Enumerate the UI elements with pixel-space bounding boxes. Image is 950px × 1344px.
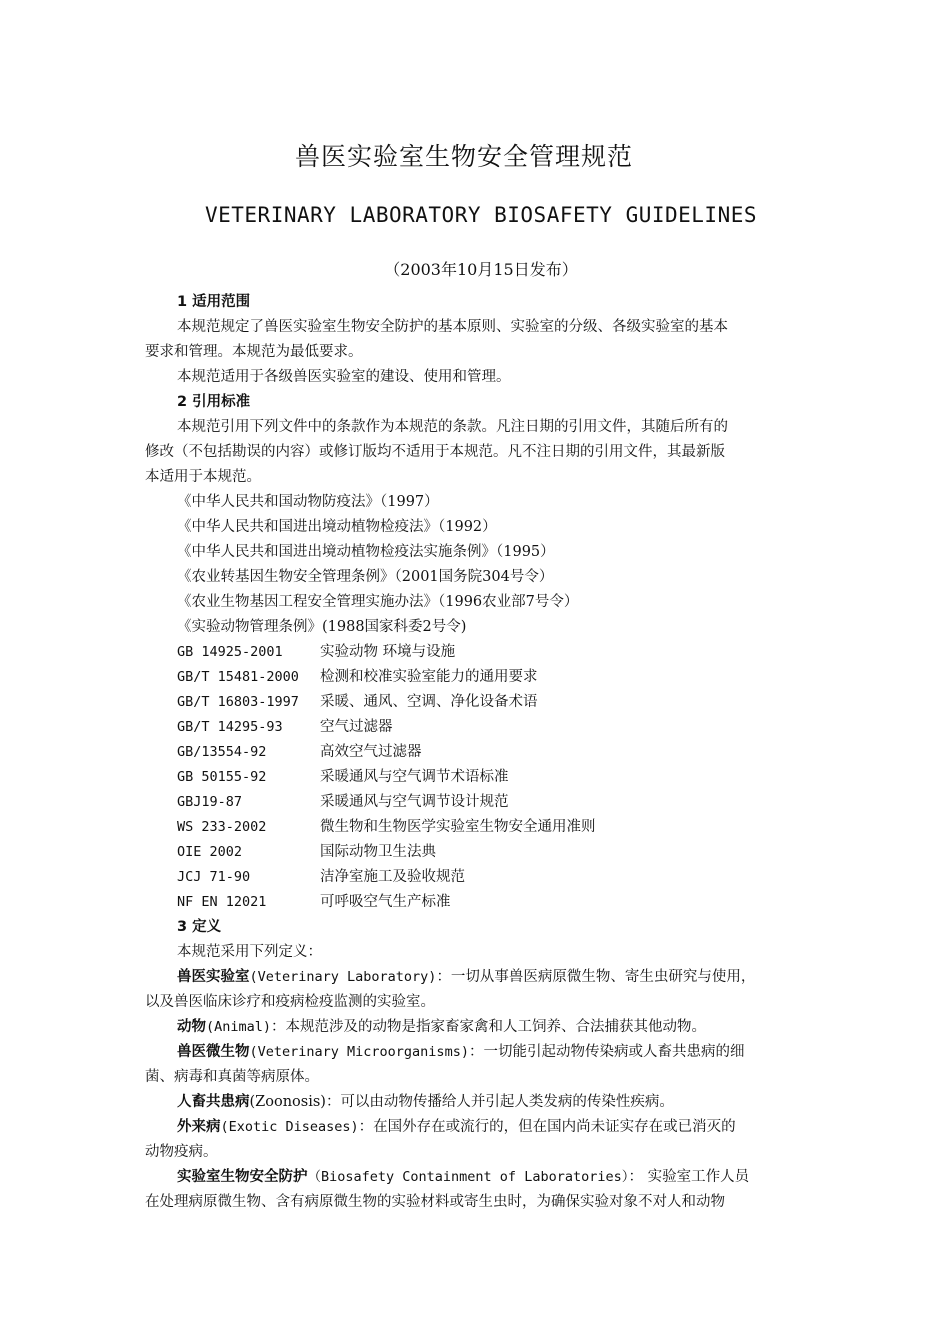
definition-term: 兽医实验室 (177, 969, 250, 985)
standard-reference-row (145, 815, 820, 840)
definition-term-english: (Veterinary Microorganisms) (249, 1044, 469, 1060)
standard-reference-row (145, 715, 820, 740)
definition-text-continued: 以及兽医临床诊疗和疫病检疫监测的实验室。 (145, 994, 435, 1010)
definition-veterinary-laboratory (145, 965, 820, 990)
standard-code: GB/T 14295-93 (177, 719, 283, 735)
document-title-english: VETERINARY LABORATORY BIOSAFETY GUIDELINES (204, 203, 757, 227)
standard-title: 采暖、通风、空调、净化设备术语 (320, 694, 538, 710)
standard-reference-row (145, 665, 820, 690)
standard-title: 采暖通风与空气调节术语标准 (320, 769, 509, 785)
standard-code: WS 233-2002 (177, 819, 267, 835)
section-1-paragraph-2: 本规范适用于各级兽医实验室的建设、使用和管理。 (177, 369, 511, 385)
section-1-paragraph-1-line-1: 本规范规定了兽医实验室生物安全防护的基本原则、实验室的分级、各级实验室的基本 (177, 319, 728, 335)
section-3-intro: 本规范采用下列定义： (177, 944, 322, 960)
section-3-heading: 3 定义 (177, 919, 222, 935)
standard-reference-row (145, 790, 820, 815)
standard-reference-row (145, 740, 820, 765)
definition-term-english: （Biosafety Containment of Laboratories） (307, 1169, 629, 1185)
standard-title: 洁净室施工及验收规范 (320, 869, 465, 885)
definition-veterinary-microorganisms (145, 1040, 820, 1065)
section-2-paragraph-line-3: 本适用于本规范。 (145, 469, 261, 485)
section-2-paragraph-line-1: 本规范引用下列文件中的条款作为本规范的条款。凡注日期的引用文件，其随后所有的 (177, 419, 728, 435)
definition-text: ：在国外存在或流行的，但在国内尚未证实存在或已消灭的 (358, 1119, 736, 1135)
definition-text: ：一切能引起动物传染病或人畜共患病的细 (468, 1044, 745, 1060)
standard-title: 实验动物 环境与设施 (320, 644, 456, 660)
definition-text: ：一切从事兽医病原微生物、寄生虫研究与使用， (436, 969, 756, 985)
standard-title: 高效空气过滤器 (320, 744, 422, 760)
section-1-heading: 1 适用范围 (177, 294, 251, 310)
definition-term-english: (Zoonosis) (249, 1094, 326, 1110)
definition-text: ： 实验室工作人员 (628, 1169, 750, 1185)
definition-text-continued: 动物疫病。 (145, 1144, 218, 1160)
law-reference: 《中华人民共和国进出境动植物检疫法实施条例》（1995） (177, 544, 555, 560)
standard-reference-row (145, 690, 820, 715)
definition-text: ：本规范涉及的动物是指家畜家禽和人工饲养、合法捕获其他动物。 (271, 1019, 707, 1035)
standard-title: 检测和校准实验室能力的通用要求 (320, 669, 538, 685)
law-reference: 《实验动物管理条例》(1988国家科委2号令) (177, 619, 467, 635)
law-reference: 《中华人民共和国动物防疫法》（1997） (177, 494, 439, 510)
document-title: 兽医实验室生物安全管理规范 (294, 142, 633, 171)
standard-code: NF EN 12021 (177, 894, 267, 910)
definition-term-english: (Veterinary Laboratory) (249, 969, 437, 985)
standard-code: OIE 2002 (177, 844, 243, 860)
standard-title: 采暖通风与空气调节设计规范 (320, 794, 509, 810)
definition-text: ：可以由动物传播给人并引起人类发病的传染性疾病。 (325, 1094, 674, 1110)
definition-zoonosis (145, 1090, 820, 1115)
standard-code: GB/T 16803-1997 (177, 694, 299, 710)
definition-term: 人畜共患病 (177, 1094, 250, 1110)
standard-code: GB 14925-2001 (177, 644, 283, 660)
standard-code: GBJ19-87 (177, 794, 243, 810)
definition-term-english: (Animal) (206, 1019, 272, 1035)
section-2-heading: 2 引用标准 (177, 394, 251, 410)
standard-reference-row (145, 765, 820, 790)
standard-title: 空气过滤器 (320, 719, 393, 735)
section-1-paragraph-1-line-2: 要求和管理。本规范为最低要求。 (145, 344, 363, 360)
standard-reference-row (145, 865, 820, 890)
standard-code: GB/13554-92 (177, 744, 267, 760)
standard-code: JCJ 71-90 (177, 869, 251, 885)
definition-term-english: (Exotic Diseases) (220, 1119, 359, 1135)
definition-exotic-diseases (145, 1115, 820, 1140)
standard-reference-row (145, 640, 820, 665)
law-reference: 《农业转基因生物安全管理条例》（2001国务院304号令） (177, 569, 554, 585)
standard-title: 可呼吸空气生产标准 (320, 894, 451, 910)
standard-title: 微生物和生物医学实验室生物安全通用准则 (320, 819, 596, 835)
definition-text-continued: 菌、病毒和真菌等病原体。 (145, 1069, 319, 1085)
definition-term: 外来病 (177, 1119, 221, 1135)
publish-date: （2003年10月15日发布） (384, 260, 578, 279)
standard-title: 国际动物卫生法典 (320, 844, 436, 860)
standard-code: GB/T 15481-2000 (177, 669, 299, 685)
law-reference: 《中华人民共和国进出境动植物检疫法》（1992） (177, 519, 497, 535)
definition-animal (145, 1015, 820, 1040)
definition-term: 动物 (177, 1019, 206, 1035)
definition-text-continued: 在处理病原微生物、含有病原微生物的实验材料或寄生虫时，为确保实验对象不对人和动物 (145, 1194, 725, 1210)
law-reference: 《农业生物基因工程安全管理实施办法》（1996农业部7号令） (177, 594, 579, 610)
definition-term: 兽医微生物 (177, 1044, 250, 1060)
standard-reference-row (145, 890, 820, 915)
standard-reference-row (145, 840, 820, 865)
definition-biosafety-containment (145, 1165, 820, 1190)
standard-code: GB 50155-92 (177, 769, 267, 785)
section-2-paragraph-line-2: 修改（不包括勘误的内容）或修订版均不适用于本规范。凡不注日期的引用文件，其最新版 (145, 444, 725, 460)
document-body (145, 290, 820, 1215)
definition-term: 实验室生物安全防护 (177, 1169, 308, 1185)
